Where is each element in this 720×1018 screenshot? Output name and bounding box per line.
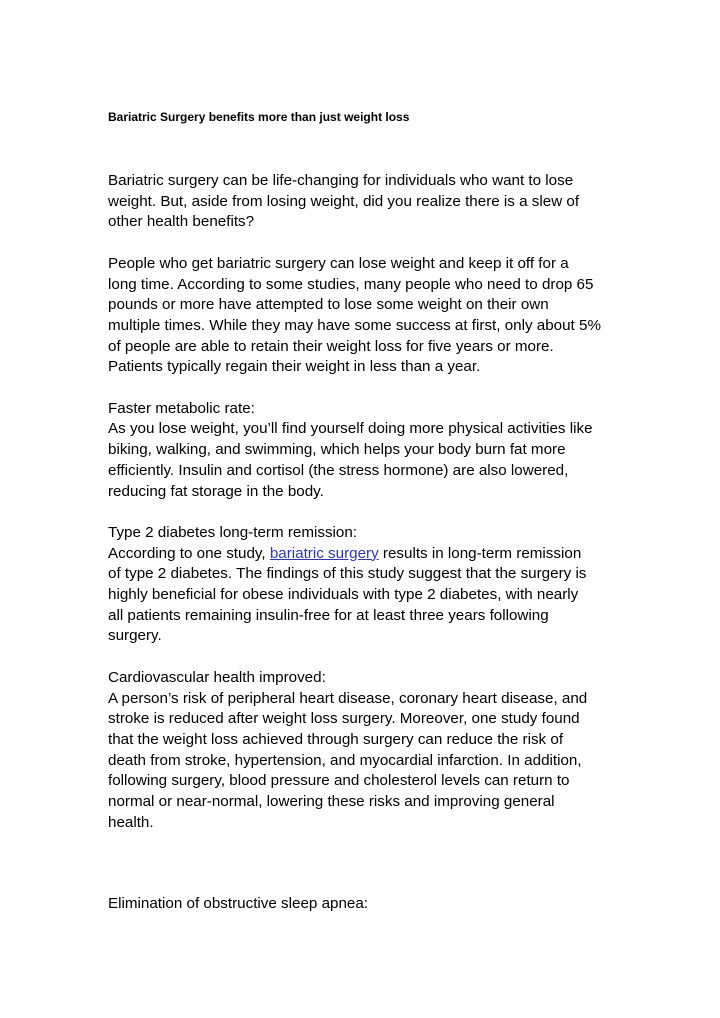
paragraph-line: reducing fat storage in the body.	[108, 482, 324, 500]
paragraph-line	[108, 544, 668, 565]
paragraph-line: health.	[108, 813, 154, 831]
bariatric-surgery-link[interactable]: bariatric surgery	[269, 544, 379, 562]
document-title: Bariatric Surgery benefits more than just weight loss	[108, 110, 410, 124]
section-heading-sleep-apnea: Elimination of obstructive sleep apnea:	[108, 895, 369, 912]
section-heading-cardio: Cardiovascular health improved:	[108, 668, 326, 686]
metabolic-section	[108, 399, 668, 503]
diabetes-section	[108, 523, 668, 647]
paragraph-line: that the weight loss achieved through surgery can reduce the risk of	[108, 730, 564, 748]
cardio-section	[108, 668, 668, 834]
paragraph-line: stroke is reduced after weight loss surgery. Moreover, one study found	[108, 710, 580, 728]
intro-line: other health benefits?	[108, 213, 255, 231]
line-text: results in long-term remission	[378, 544, 582, 562]
paragraph-line: As you lose weight, you’ll find yourself doing more physical activities like	[108, 420, 593, 438]
paragraph-line: of type 2 diabetes. The findings of this study suggest that the surgery is	[108, 565, 587, 583]
paragraph-line: A person’s risk of peripheral heart disease, coronary heart disease, and	[108, 689, 588, 707]
paragraph-line: death from stroke, hypertension, and myocardial infarction. In addition,	[108, 751, 582, 769]
line-text: According to one study,	[108, 544, 270, 562]
intro-line: weight. But, aside from losing weight, did you realize there is a slew of	[108, 192, 580, 210]
paragraph-line: long time. According to some studies, many people who need to drop 65	[108, 275, 594, 293]
paragraph-line: People who get bariatric surgery can lose weight and keep it off for a	[108, 254, 569, 272]
paragraph-line: following surgery, blood pressure and cholesterol levels can return to	[108, 772, 570, 790]
paragraph-line: efficiently. Insulin and cortisol (the stress hormone) are also lowered,	[108, 461, 569, 479]
section-heading-diabetes: Type 2 diabetes long-term remission:	[108, 523, 358, 541]
intro-line: Bariatric surgery can be life-changing for individuals who want to lose	[108, 172, 574, 189]
paragraph-line: of people are able to retain their weight loss for five years or more.	[108, 337, 554, 355]
document-body	[108, 171, 668, 854]
paragraph-line: surgery.	[108, 627, 162, 645]
paragraph-line: highly beneficial for obese individuals with type 2 diabetes, with nearly	[108, 586, 579, 604]
paragraph-line: normal or near-normal, lowering these risks and improving general	[108, 793, 555, 811]
paragraph-line: all patients remaining insulin-free for at least three years following	[108, 606, 549, 624]
paragraph-line: biking, walking, and swimming, which helps your body burn fat more	[108, 441, 566, 459]
paragraph-line: multiple times. While they may have some success at first, only about 5%	[108, 316, 601, 334]
section-heading-metabolic: Faster metabolic rate:	[108, 399, 255, 417]
intro-paragraph	[108, 171, 668, 233]
paragraph-line: pounds or more have attempted to lose some weight on their own	[108, 296, 549, 314]
weight-retention-paragraph	[108, 254, 668, 378]
paragraph-line: Patients typically regain their weight in less than a year.	[108, 358, 481, 376]
